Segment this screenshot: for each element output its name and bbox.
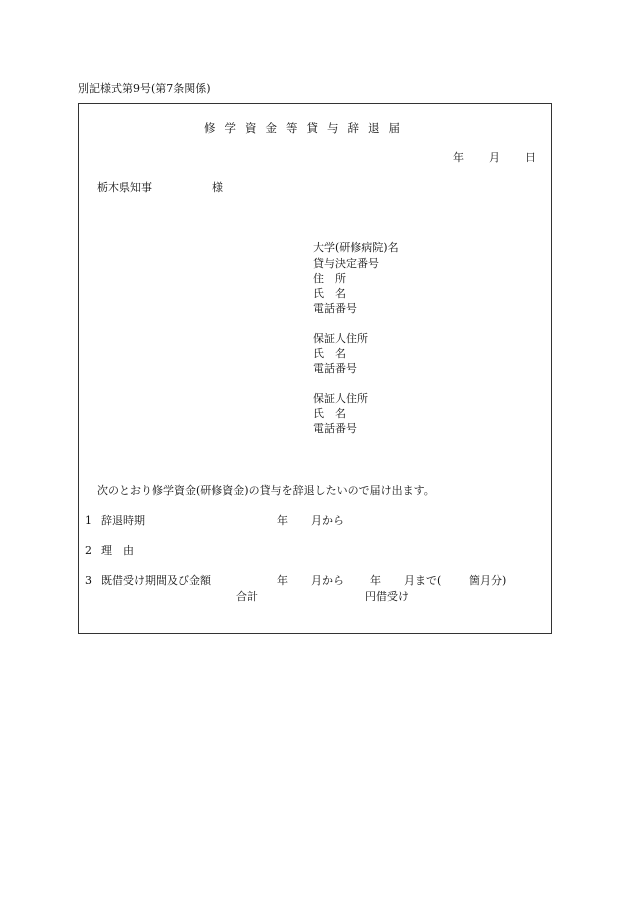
addressee-honorific: 様	[212, 181, 223, 194]
item3-month-until: 月まで(	[404, 574, 442, 587]
item3-year2: 年	[370, 574, 381, 587]
guarantor1-phone: 電話番号	[313, 362, 357, 375]
item2-number: 2	[85, 544, 92, 557]
guarantor2-address: 保証人住所	[313, 392, 368, 405]
item3-yen: 円借受け	[365, 590, 409, 603]
item3-year1: 年	[277, 574, 288, 587]
item1-year: 年	[277, 514, 288, 527]
header-note: 別記様式第9号(第7条関係)	[78, 82, 211, 95]
item3-month-from: 月から	[311, 574, 344, 587]
guarantor2-name: 氏 名	[313, 407, 346, 420]
applicant-address: 住 所	[313, 272, 346, 285]
applicant-phone: 電話番号	[313, 302, 357, 315]
date-day: 日	[525, 151, 536, 164]
item2-label: 理 由	[101, 544, 134, 557]
guarantor1-address: 保証人住所	[313, 332, 368, 345]
item3-total: 合計	[236, 590, 258, 603]
statement-text: 次のとおり修学資金(研修資金)の貸与を辞退したいので届け出ます。	[97, 484, 435, 497]
item1-number: 1	[85, 514, 92, 527]
applicant-name: 氏 名	[313, 287, 346, 300]
applicant-university: 大学(研修病院)名	[313, 241, 399, 254]
date-year: 年	[453, 151, 464, 164]
item1-label: 辞退時期	[101, 514, 145, 527]
date-month: 月	[489, 151, 500, 164]
form-title: 修学資金等貸与辞退届	[204, 121, 409, 135]
item1-month-from: 月から	[311, 514, 344, 527]
addressee-name: 栃木県知事	[97, 181, 152, 194]
guarantor1-name: 氏 名	[313, 347, 346, 360]
item3-months: 箇月分)	[469, 574, 507, 587]
guarantor2-phone: 電話番号	[313, 422, 357, 435]
applicant-decision-number: 貸与決定番号	[313, 257, 379, 270]
item3-number: 3	[85, 574, 92, 587]
item3-label: 既借受け期間及び金額	[101, 574, 211, 587]
